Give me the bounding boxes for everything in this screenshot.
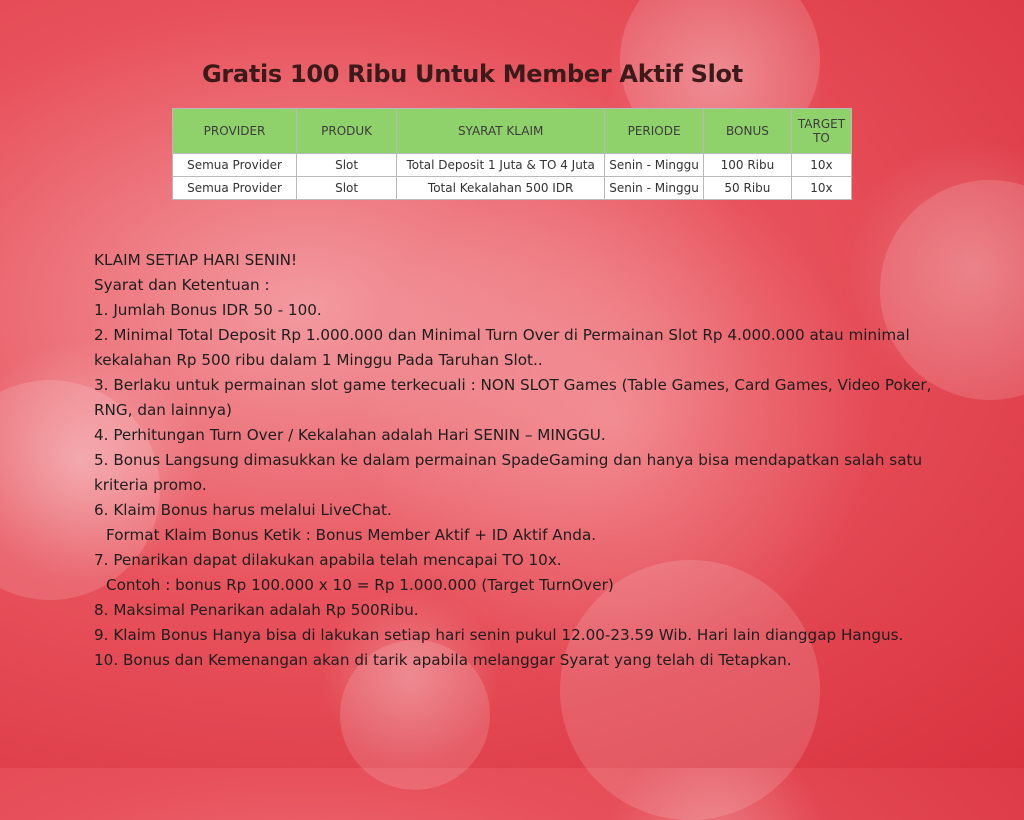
table-header-row: [173, 109, 852, 154]
cell-periode: Senin - Minggu: [605, 177, 704, 200]
column-header-bonus: BONUS: [703, 109, 791, 154]
column-header-periode: PERIODE: [605, 109, 704, 154]
cell-syarat-klaim: Total Deposit 1 Juta & TO 4 Juta: [397, 154, 605, 177]
column-header-provider: PROVIDER: [173, 109, 297, 154]
term-item-5: 5. Bonus Langsung dimasukkan ke dalam permainan SpadeGaming dan hanya bisa mendapatkan salah satu kriteria promo.: [94, 451, 923, 494]
term-item-7: 7. Penarikan dapat dilakukan apabila telah mencapai TO 10x.: [94, 551, 562, 569]
terms-subheading: Syarat dan Ketentuan :: [94, 276, 270, 294]
term-item-1: 1. Jumlah Bonus IDR 50 - 100.: [94, 301, 322, 319]
cell-produk: Slot: [297, 177, 397, 200]
cell-bonus: 100 Ribu: [703, 154, 791, 177]
column-header-syarat-klaim: SYARAT KLAIM: [397, 109, 605, 154]
term-item-7-example: Contoh : bonus Rp 100.000 x 10 = Rp 1.000.000 (Target TurnOver): [106, 576, 614, 594]
cell-target-to: 10x: [791, 154, 851, 177]
terms-content: [94, 248, 944, 673]
cell-target-to: 10x: [791, 177, 851, 200]
table-row: [173, 177, 852, 200]
term-item-9: 9. Klaim Bonus Hanya bisa di lakukan setiap hari senin pukul 12.00-23.59 Wib. Hari lain dianggap Hangus.: [94, 626, 904, 644]
cell-syarat-klaim: Total Kekalahan 500 IDR: [397, 177, 605, 200]
term-item-6: 6. Klaim Bonus harus melalui LiveChat.: [94, 501, 392, 519]
term-item-8: 8. Maksimal Penarikan adalah Rp 500Ribu.: [94, 601, 419, 619]
cell-bonus: 50 Ribu: [703, 177, 791, 200]
term-item-6-format: Format Klaim Bonus Ketik : Bonus Member Aktif + ID Aktif Anda.: [106, 526, 597, 544]
promo-table: [172, 108, 852, 200]
term-item-2: 2. Minimal Total Deposit Rp 1.000.000 dan Minimal Turn Over di Permainan Slot Rp 4.000.000 atau minimal kekalahan Rp 500 ribu dalam 1 Minggu Pada Taruhan Slot..: [94, 326, 910, 369]
cell-provider: Semua Provider: [173, 154, 297, 177]
cell-periode: Senin - Minggu: [605, 154, 704, 177]
page-title: Gratis 100 Ribu Untuk Member Aktif Slot: [202, 60, 743, 88]
term-item-10: 10. Bonus dan Kemenangan akan di tarik apabila melanggar Syarat yang telah di Tetapkan.: [94, 651, 792, 669]
column-header-produk: PRODUK: [297, 109, 397, 154]
term-item-3: 3. Berlaku untuk permainan slot game terkecuali : NON SLOT Games (Table Games, Card Games, Video Poker, RNG, dan lainnya): [94, 376, 932, 419]
table-row: [173, 154, 852, 177]
term-item-4: 4. Perhitungan Turn Over / Kekalahan adalah Hari SENIN – MINGGU.: [94, 426, 606, 444]
cell-produk: Slot: [297, 154, 397, 177]
column-header-target-to: TARGET TO: [791, 109, 851, 154]
cell-provider: Semua Provider: [173, 177, 297, 200]
terms-heading: KLAIM SETIAP HARI SENIN!: [94, 251, 298, 269]
